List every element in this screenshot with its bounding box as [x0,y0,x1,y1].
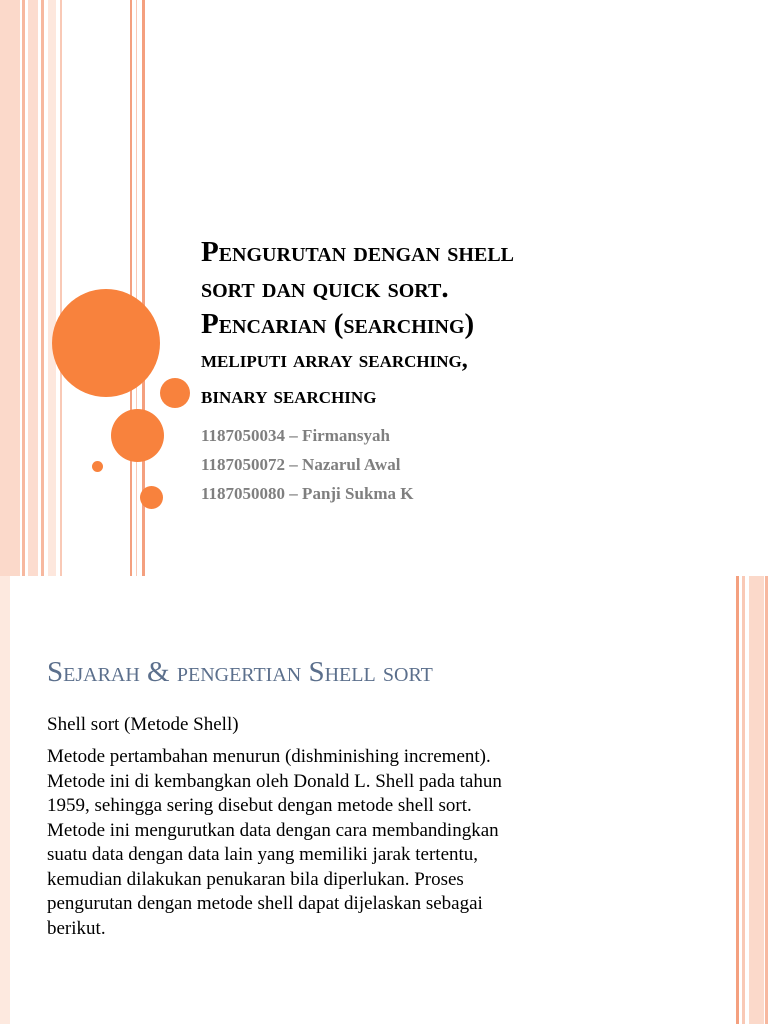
slide-title [201,234,671,414]
paragraph-line: kemudian dilakukan penukaran bila diperlukan. Proses [47,868,464,890]
title-line: meliputi array searching, [201,347,468,373]
decorative-circle-large [52,289,160,397]
decorative-stripe [48,0,56,576]
paragraph-line: suatu data dengan data lain yang memiliki jarak tertentu, [47,844,479,865]
decorative-stripe [136,0,137,576]
content-slide [0,576,768,1024]
author-line: 1187050072 – Nazarul Awal [201,455,401,474]
decorative-stripe [28,0,38,576]
decorative-circle-small [160,378,190,408]
title-line: Pencarian (searching) [201,308,475,340]
title-line: binary searching [201,383,377,409]
decorative-stripe [749,576,764,1024]
decorative-circle-medium [111,409,164,462]
title-line: Pengurutan dengan shell [201,236,514,268]
paragraph-line: pengurutan dengan metode shell dapat dijelaskan sebagai [47,893,483,914]
author-line: 1187050080 – Panji Sukma K [201,484,414,503]
slide-subheading: Shell sort (Metode Shell) [47,714,239,735]
author-line: 1187050034 – Firmansyah [201,426,390,445]
decorative-left-band [0,576,10,1024]
paragraph-line: Metode ini mengurutkan data dengan cara membandingkan [47,819,499,841]
decorative-circle-small [140,486,163,509]
decorative-stripe [742,576,745,1024]
decorative-stripe [22,0,25,576]
slide-heading: Sejarah & pengertian Shell sort [47,656,433,688]
paragraph-line: Metode pertambahan menurun (dishminishing increment). [47,746,491,767]
decorative-stripe [736,576,739,1024]
decorative-stripe [60,0,62,576]
decorative-left-band [0,0,20,576]
decorative-stripe [130,0,132,576]
paragraph-line: Metode ini di kembangkan oleh Donald L. Shell pada tahun [47,770,502,792]
paragraph-line: 1959, sehingga sering disebut dengan metode shell sort. [47,795,472,816]
body-paragraph [47,745,667,941]
decorative-circle-tiny [92,461,103,472]
title-line: sort dan quick sort. [201,272,449,304]
paragraph-line: berikut. [47,917,106,939]
decorative-stripe [41,0,44,576]
